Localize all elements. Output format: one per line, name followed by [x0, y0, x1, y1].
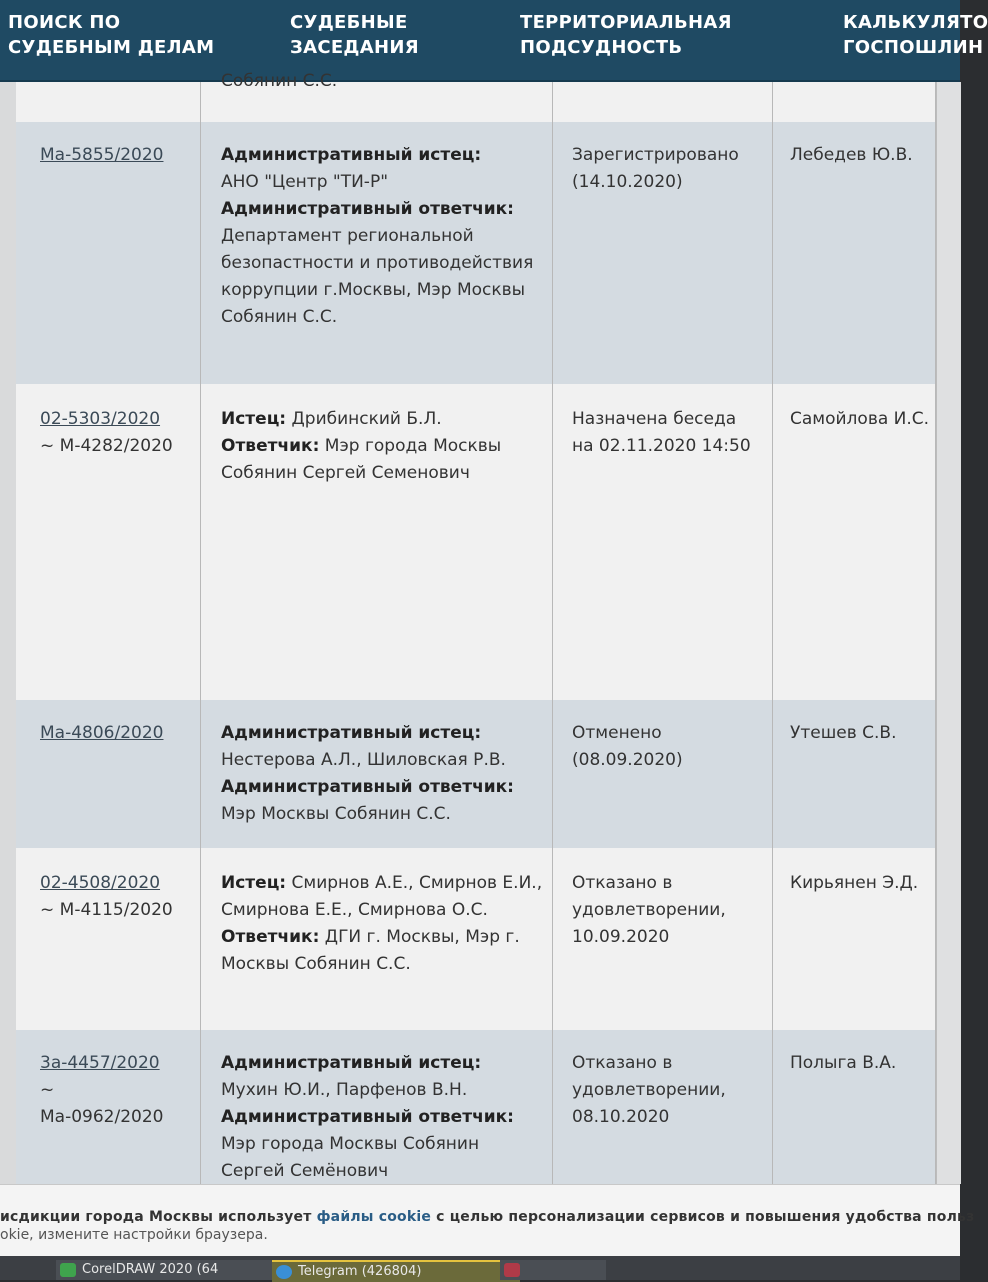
case-status: Назначена беседа на 02.11.2020 14:50 [572, 409, 751, 456]
nav-fee-calculator[interactable]: КАЛЬКУЛЯТО ГОСПОШЛИН [843, 12, 988, 58]
browser-icon [276, 1265, 292, 1279]
column-divider [200, 82, 201, 1184]
defendant-name: Мэр города Москвы Собянин Сергей Семёнович [221, 1134, 480, 1181]
case-parties [221, 1050, 546, 1185]
plaintiff-label: Административный истец: [221, 145, 482, 165]
cookie-notice-text: исдикции города Москвы использует файлы cookie с целью персонализации сервисов и повышения удобства польз [0, 1209, 975, 1225]
plaintiff-label: Истец: [221, 873, 287, 893]
case-number-link[interactable]: 02-4508/2020 [40, 873, 161, 893]
column-divider [772, 82, 773, 1184]
case-parties [221, 406, 546, 487]
case-status: Отказано в удовлетворении, 10.09.2020 [572, 873, 726, 947]
plaintiff-name: Дрибинский Б.Л. [291, 409, 442, 429]
coreldraw-icon [60, 1263, 76, 1277]
nav-court-hearings[interactable]: СУДЕБНЫЕ ЗАСЕДАНИЯ [290, 12, 419, 58]
defendant-label: Ответчик: [221, 436, 320, 456]
case-judge: Самойлова И.С. [790, 409, 930, 429]
nav-case-search[interactable]: ПОИСК ПО СУДЕБНЫМ ДЕЛАМ [8, 12, 215, 58]
nav-territorial-jurisdiction[interactable]: ТЕРРИТОРИАЛЬНАЯ ПОДСУДНОСТЬ [520, 12, 732, 58]
table-row [16, 700, 936, 848]
case-tilde: ~ [40, 1080, 55, 1100]
plaintiff-label: Административный истец: [221, 723, 482, 743]
case-number-link[interactable]: 3а-4457/2020 [40, 1053, 160, 1073]
case-status: Зарегистрировано (14.10.2020) [572, 145, 739, 192]
defendant-label: Административный ответчик: [221, 199, 514, 219]
defendant-label: Ответчик: [221, 927, 320, 947]
case-judge: Утешев С.В. [790, 723, 897, 743]
table-row-partial [16, 71, 936, 122]
defendant-name: Мэр Москвы Собянин С.С. [221, 804, 451, 824]
case-material-number: ~ М-4115/2020 [40, 900, 173, 920]
defendant-label: Административный ответчик: [221, 777, 514, 797]
case-judge: Кирьянен Э.Д. [790, 873, 919, 893]
table-row [16, 384, 936, 700]
table-row [16, 1030, 936, 1184]
case-judge: Полыга В.А. [790, 1053, 897, 1073]
taskbar-item-telegram[interactable]: Telegram (426804) [272, 1260, 520, 1282]
case-parties [221, 720, 546, 828]
case-number-link[interactable]: 02-5303/2020 [40, 409, 161, 429]
plaintiff-name: Нестерова А.Л., Шиловская Р.В. [221, 750, 506, 770]
plaintiff-name: АНО "Центр "ТИ-Р" [221, 172, 389, 192]
plaintiff-name: Мухин Ю.И., Парфенов В.Н. [221, 1080, 468, 1100]
os-taskbar [0, 1256, 960, 1280]
page-right-margin [936, 82, 961, 1184]
defendant-name: Мэр города Москвы Собянин Сергей Семенович [221, 436, 502, 483]
defendant-name: Департамент региональной безопастности и противодействия коррупции г.Москвы, Мэр Москвы Собянин С.С. [221, 226, 534, 327]
taskbar-item-coreldraw[interactable]: CorelDRAW 2020 (64 [56, 1260, 282, 1280]
case-parties [221, 870, 546, 978]
case-judge: Лебедев Ю.В. [790, 145, 913, 165]
column-divider [935, 82, 936, 1184]
page-left-margin [0, 82, 16, 1184]
defendant-label: Административный ответчик: [221, 1107, 514, 1127]
plaintiff-label: Административный истец: [221, 1053, 482, 1073]
case-material-number: Ма-0962/2020 [40, 1107, 164, 1127]
case-parties [221, 142, 546, 331]
plaintiff-name: Смирнов А.Е., Смирнов Е.И., Смирнова Е.Е., Смирнова О.С. [221, 873, 543, 920]
cookie-notice-text-line2: okie, измените настройки браузера. [0, 1227, 268, 1243]
taskbar-item-app[interactable] [500, 1260, 606, 1280]
case-status: Отменено (08.09.2020) [572, 723, 683, 770]
table-row [16, 848, 936, 1030]
case-number-link[interactable]: Ма-5855/2020 [40, 145, 164, 165]
partial-text: Собянин С.С. [221, 71, 338, 91]
case-material-number: ~ М-4282/2020 [40, 436, 173, 456]
cookie-files-link[interactable]: файлы cookie [316, 1209, 432, 1225]
case-status: Отказано в удовлетворении, 08.10.2020 [572, 1053, 726, 1127]
defendant-name: ДГИ г. Москвы, Мэр г. Москвы Собянин С.С. [221, 927, 520, 974]
column-divider [552, 82, 553, 1184]
cases-table [16, 71, 936, 1184]
app-icon [504, 1263, 520, 1277]
cookie-notice [0, 1184, 975, 1257]
case-number-link[interactable]: Ма-4806/2020 [40, 723, 164, 743]
plaintiff-label: Истец: [221, 409, 287, 429]
table-row [16, 122, 936, 384]
